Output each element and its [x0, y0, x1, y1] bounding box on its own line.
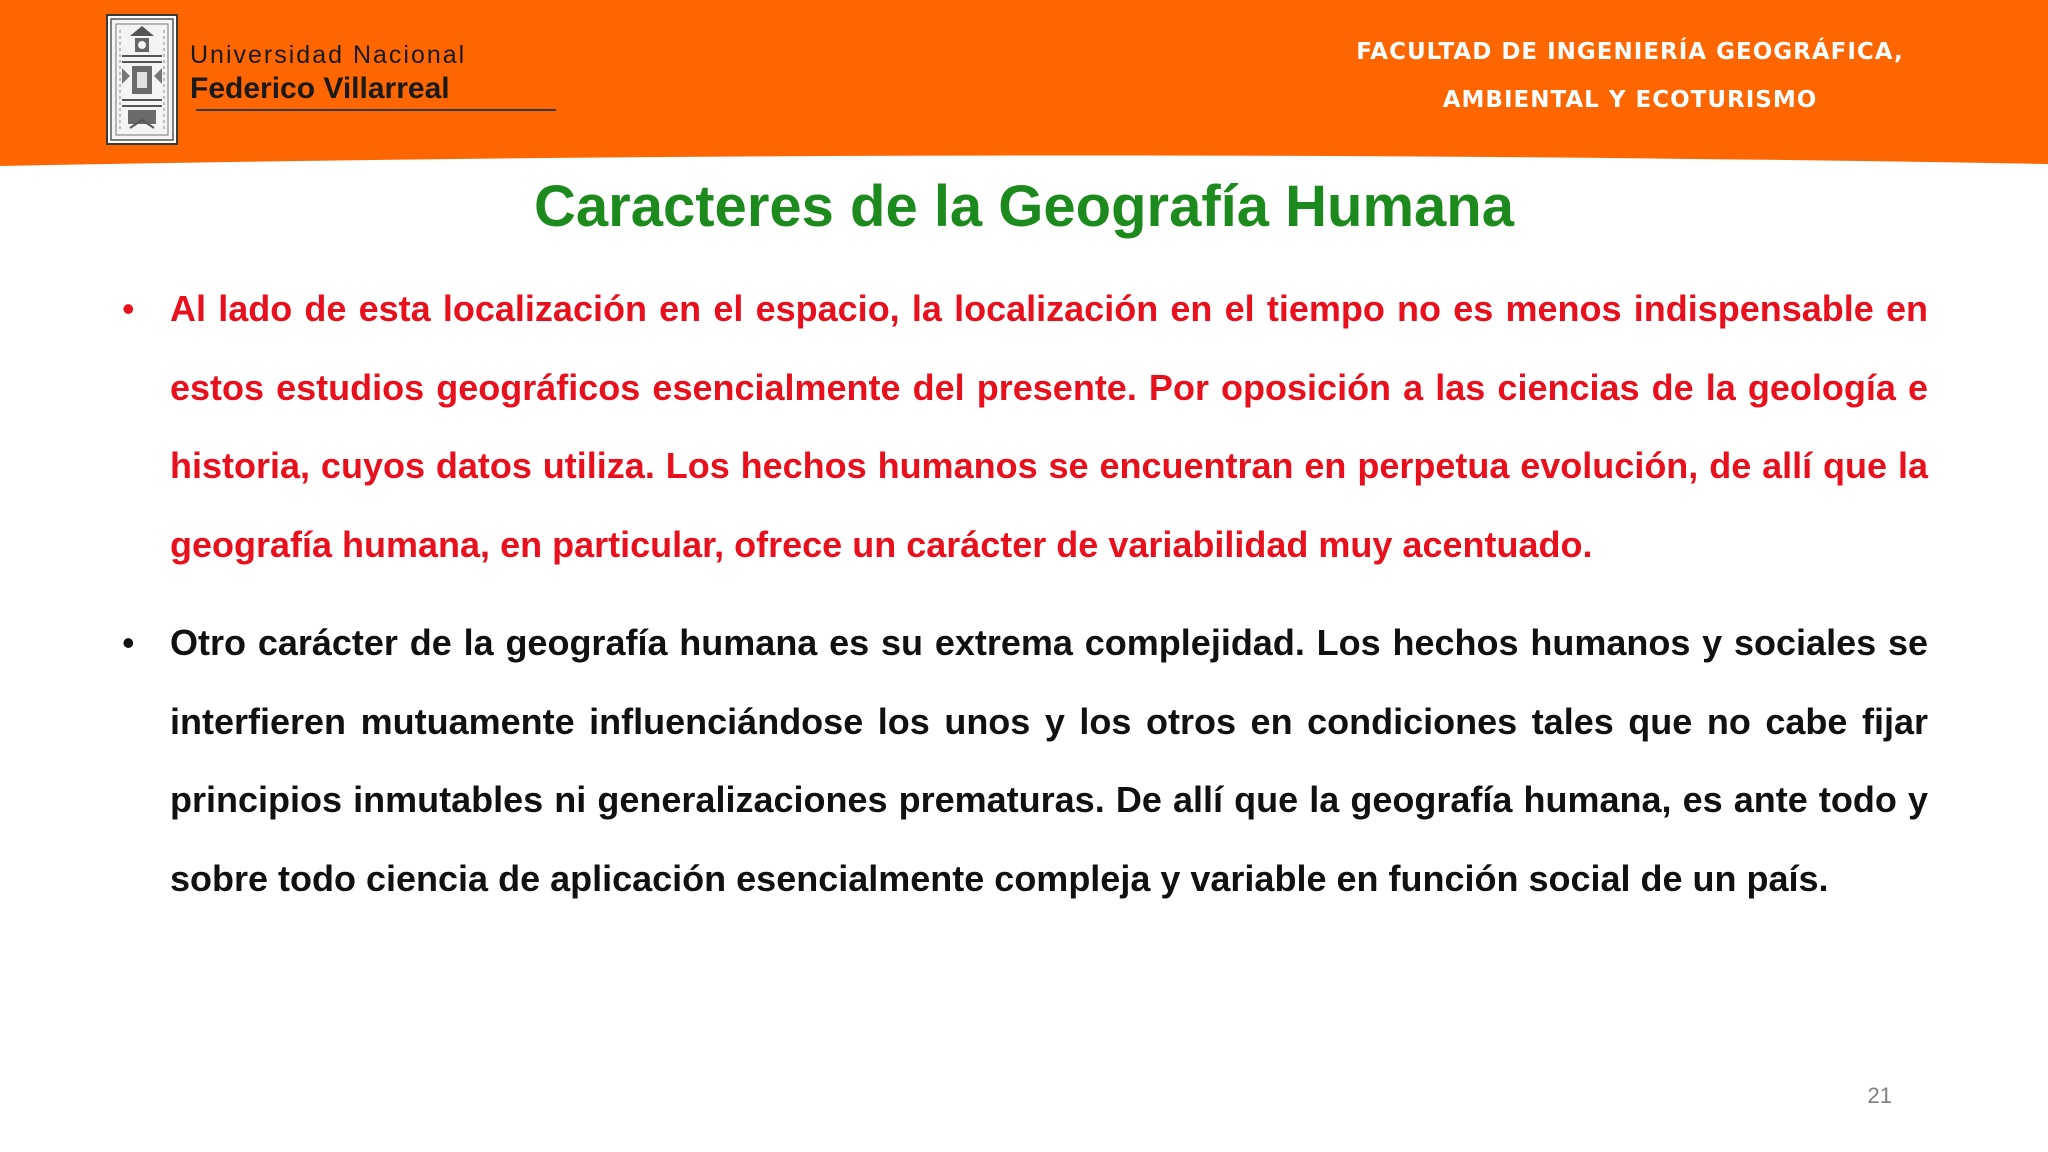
bullet-marker: •	[122, 288, 135, 329]
bullet-item-localizacion	[120, 270, 1928, 584]
bullet-list	[120, 270, 1928, 918]
faculty-name	[1300, 28, 1960, 124]
faculty-name-line1: FACULTAD DE INGENIERÍA GEOGRÁFICA,	[1356, 39, 1904, 65]
bullet-item-complejidad	[120, 604, 1928, 918]
slide-title: Caracteres de la Geografía Humana	[534, 174, 1514, 239]
university-underline	[196, 109, 556, 111]
bullet-text: Al lado de esta localización en el espacio, la localización en el tiempo no es menos indispensable en estos estudios geográficos esencialmente del presente. Por oposición a las ciencias de la geología e historia, cuyos datos utiliza. Los hechos humanos se encuentran en perpetua evolución, de allí que la geografía humana, en particular, ofrece un carácter de variabilidad muy acentuado.	[170, 288, 1928, 565]
bullet-text: Otro carácter de la geografía humana es su extrema complejidad. Los hechos humanos y sociales se interfieren mutuamente influenciándose los unos y los otros en condiciones tales que no cabe fijar principios inmutables ni generalizaciones prematuras. De allí que la geografía humana, es ante todo y sobre todo ciencia de aplicación esencialmente compleja y variable en función social de un país.	[170, 622, 1928, 899]
university-name-line2: Federico Villarreal	[190, 71, 450, 105]
faculty-name-line2: AMBIENTAL Y ECOTURISMO	[1442, 87, 1818, 113]
bullet-marker: •	[122, 622, 135, 663]
university-seal-icon	[106, 14, 178, 145]
university-name-line1: Universidad Nacional	[190, 41, 467, 69]
university-name	[190, 42, 466, 105]
page-number: 21	[1867, 1083, 1892, 1108]
